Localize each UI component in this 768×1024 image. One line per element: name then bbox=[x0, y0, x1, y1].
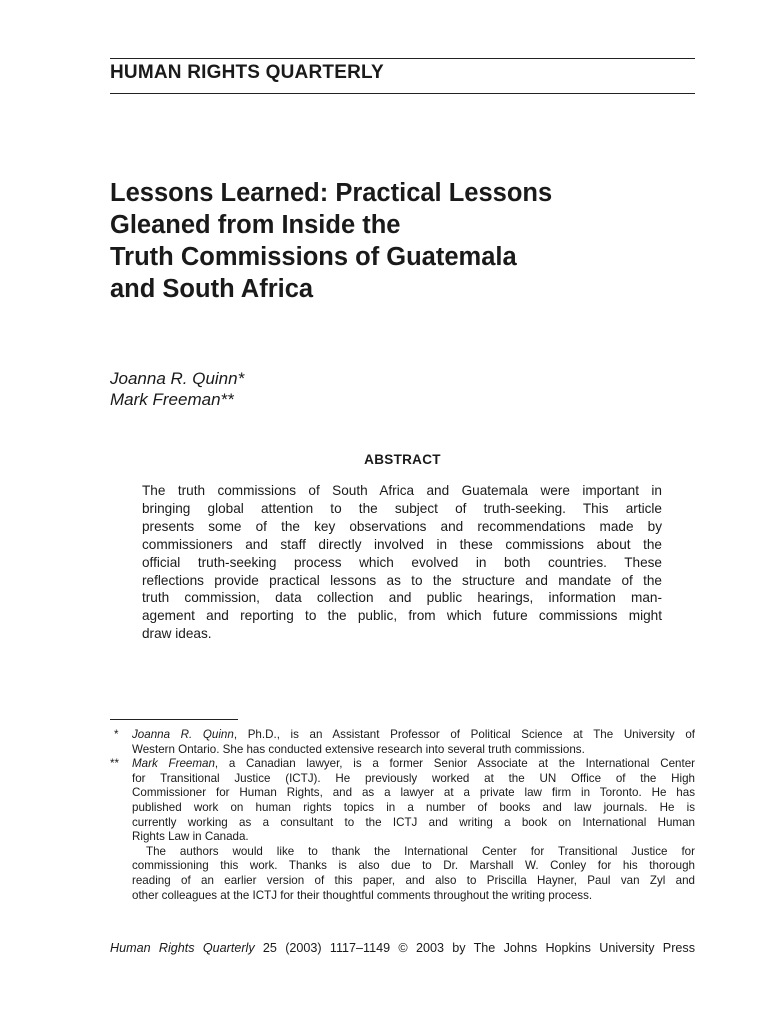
footnote-line: The authors would like to thank the International Center for Transitional Justice for bbox=[146, 844, 695, 858]
header-top-rule bbox=[110, 58, 695, 59]
title-line: Lessons Learned: Practical Lessons bbox=[110, 179, 553, 207]
title-line: Gleaned from Inside the bbox=[110, 211, 401, 239]
article-title bbox=[110, 177, 670, 305]
footnote-author-name: Mark Freeman bbox=[132, 757, 215, 771]
abstract-line: commissioners and staff directly involved in these commissions about the bbox=[142, 536, 662, 552]
abstract-line: official truth-seeking process which evolved in both countries. These bbox=[142, 554, 662, 570]
footnote-author-name: Joanna R. Quinn bbox=[132, 728, 234, 741]
footnote-text: , a Canadian lawyer, is a former Senior Associate at the International Center bbox=[214, 757, 695, 771]
author-name: Joanna R. Quinn* bbox=[110, 369, 245, 388]
abstract-line: presents some of the key observations and recommendations made by bbox=[142, 518, 662, 534]
title-line: and South Africa bbox=[110, 275, 314, 303]
footnote-line: currently working as a consultant to the ICTJ and writing a book on International Human bbox=[132, 815, 695, 829]
abstract-line: The truth commissions of South Africa and Guatemala were important in bbox=[142, 483, 662, 498]
abstract-line: truth commission, data collection and public hearings, information man- bbox=[142, 590, 662, 606]
footnote-line: Commissioner for Human Rights, and as a lawyer at a private law firm in Toronto. He has bbox=[132, 786, 695, 800]
footnote-marker: ** bbox=[110, 757, 120, 771]
citation-journal: Human Rights Quarterly bbox=[110, 941, 255, 955]
citation-details: 25 (2003) 1117–1149 © 2003 by The Johns Hopkins University Press bbox=[254, 941, 695, 955]
footnote-separator bbox=[110, 719, 238, 720]
abstract-line: reflections provide practical lessons as to the structure and mandate of the bbox=[142, 572, 662, 588]
footnote-line: reading of an earlier version of this paper, and also to Priscilla Hayner, Paul van Zyl and bbox=[132, 873, 695, 887]
abstract-heading: ABSTRACT bbox=[364, 452, 441, 467]
abstract-line: draw ideas. bbox=[142, 626, 212, 642]
footnote-line: other colleagues at the ICTJ for their thoughtful comments throughout the writing process. bbox=[132, 888, 593, 902]
journal-citation bbox=[110, 941, 695, 955]
footnote-text: , Ph.D., is an Assistant Professor of Political Science at The University of bbox=[233, 728, 696, 741]
abstract-text bbox=[142, 482, 662, 643]
footnote-line: Rights Law in Canada. bbox=[132, 830, 249, 844]
footnote-line bbox=[110, 728, 695, 743]
footnotes bbox=[110, 728, 695, 903]
author-list bbox=[110, 368, 244, 410]
footnote-line bbox=[110, 757, 695, 772]
footnote-line: published work on human rights topics in a number of books and law journals. He is bbox=[132, 800, 695, 814]
footnote-line: for Transitional Justice (ICTJ). He previously worked at the UN Office of the High bbox=[132, 771, 695, 785]
journal-name: HUMAN RIGHTS QUARTERLY bbox=[110, 62, 384, 83]
footnote-line: Western Ontario. She has conducted extensive research into several truth commissions. bbox=[132, 742, 585, 756]
title-line: Truth Commissions of Guatemala bbox=[110, 243, 517, 271]
abstract-line: bringing global attention to the subject of truth-seeking. This article bbox=[142, 500, 662, 516]
footnote-line: commissioning this work. Thanks is also due to Dr. Marshall W. Conley for his thorough bbox=[132, 859, 695, 873]
abstract-line: agement and reporting to the public, from which future commissions might bbox=[142, 608, 662, 624]
author-name: Mark Freeman** bbox=[110, 390, 234, 409]
header-bottom-rule bbox=[110, 93, 695, 94]
footnote-marker: * bbox=[114, 728, 119, 741]
